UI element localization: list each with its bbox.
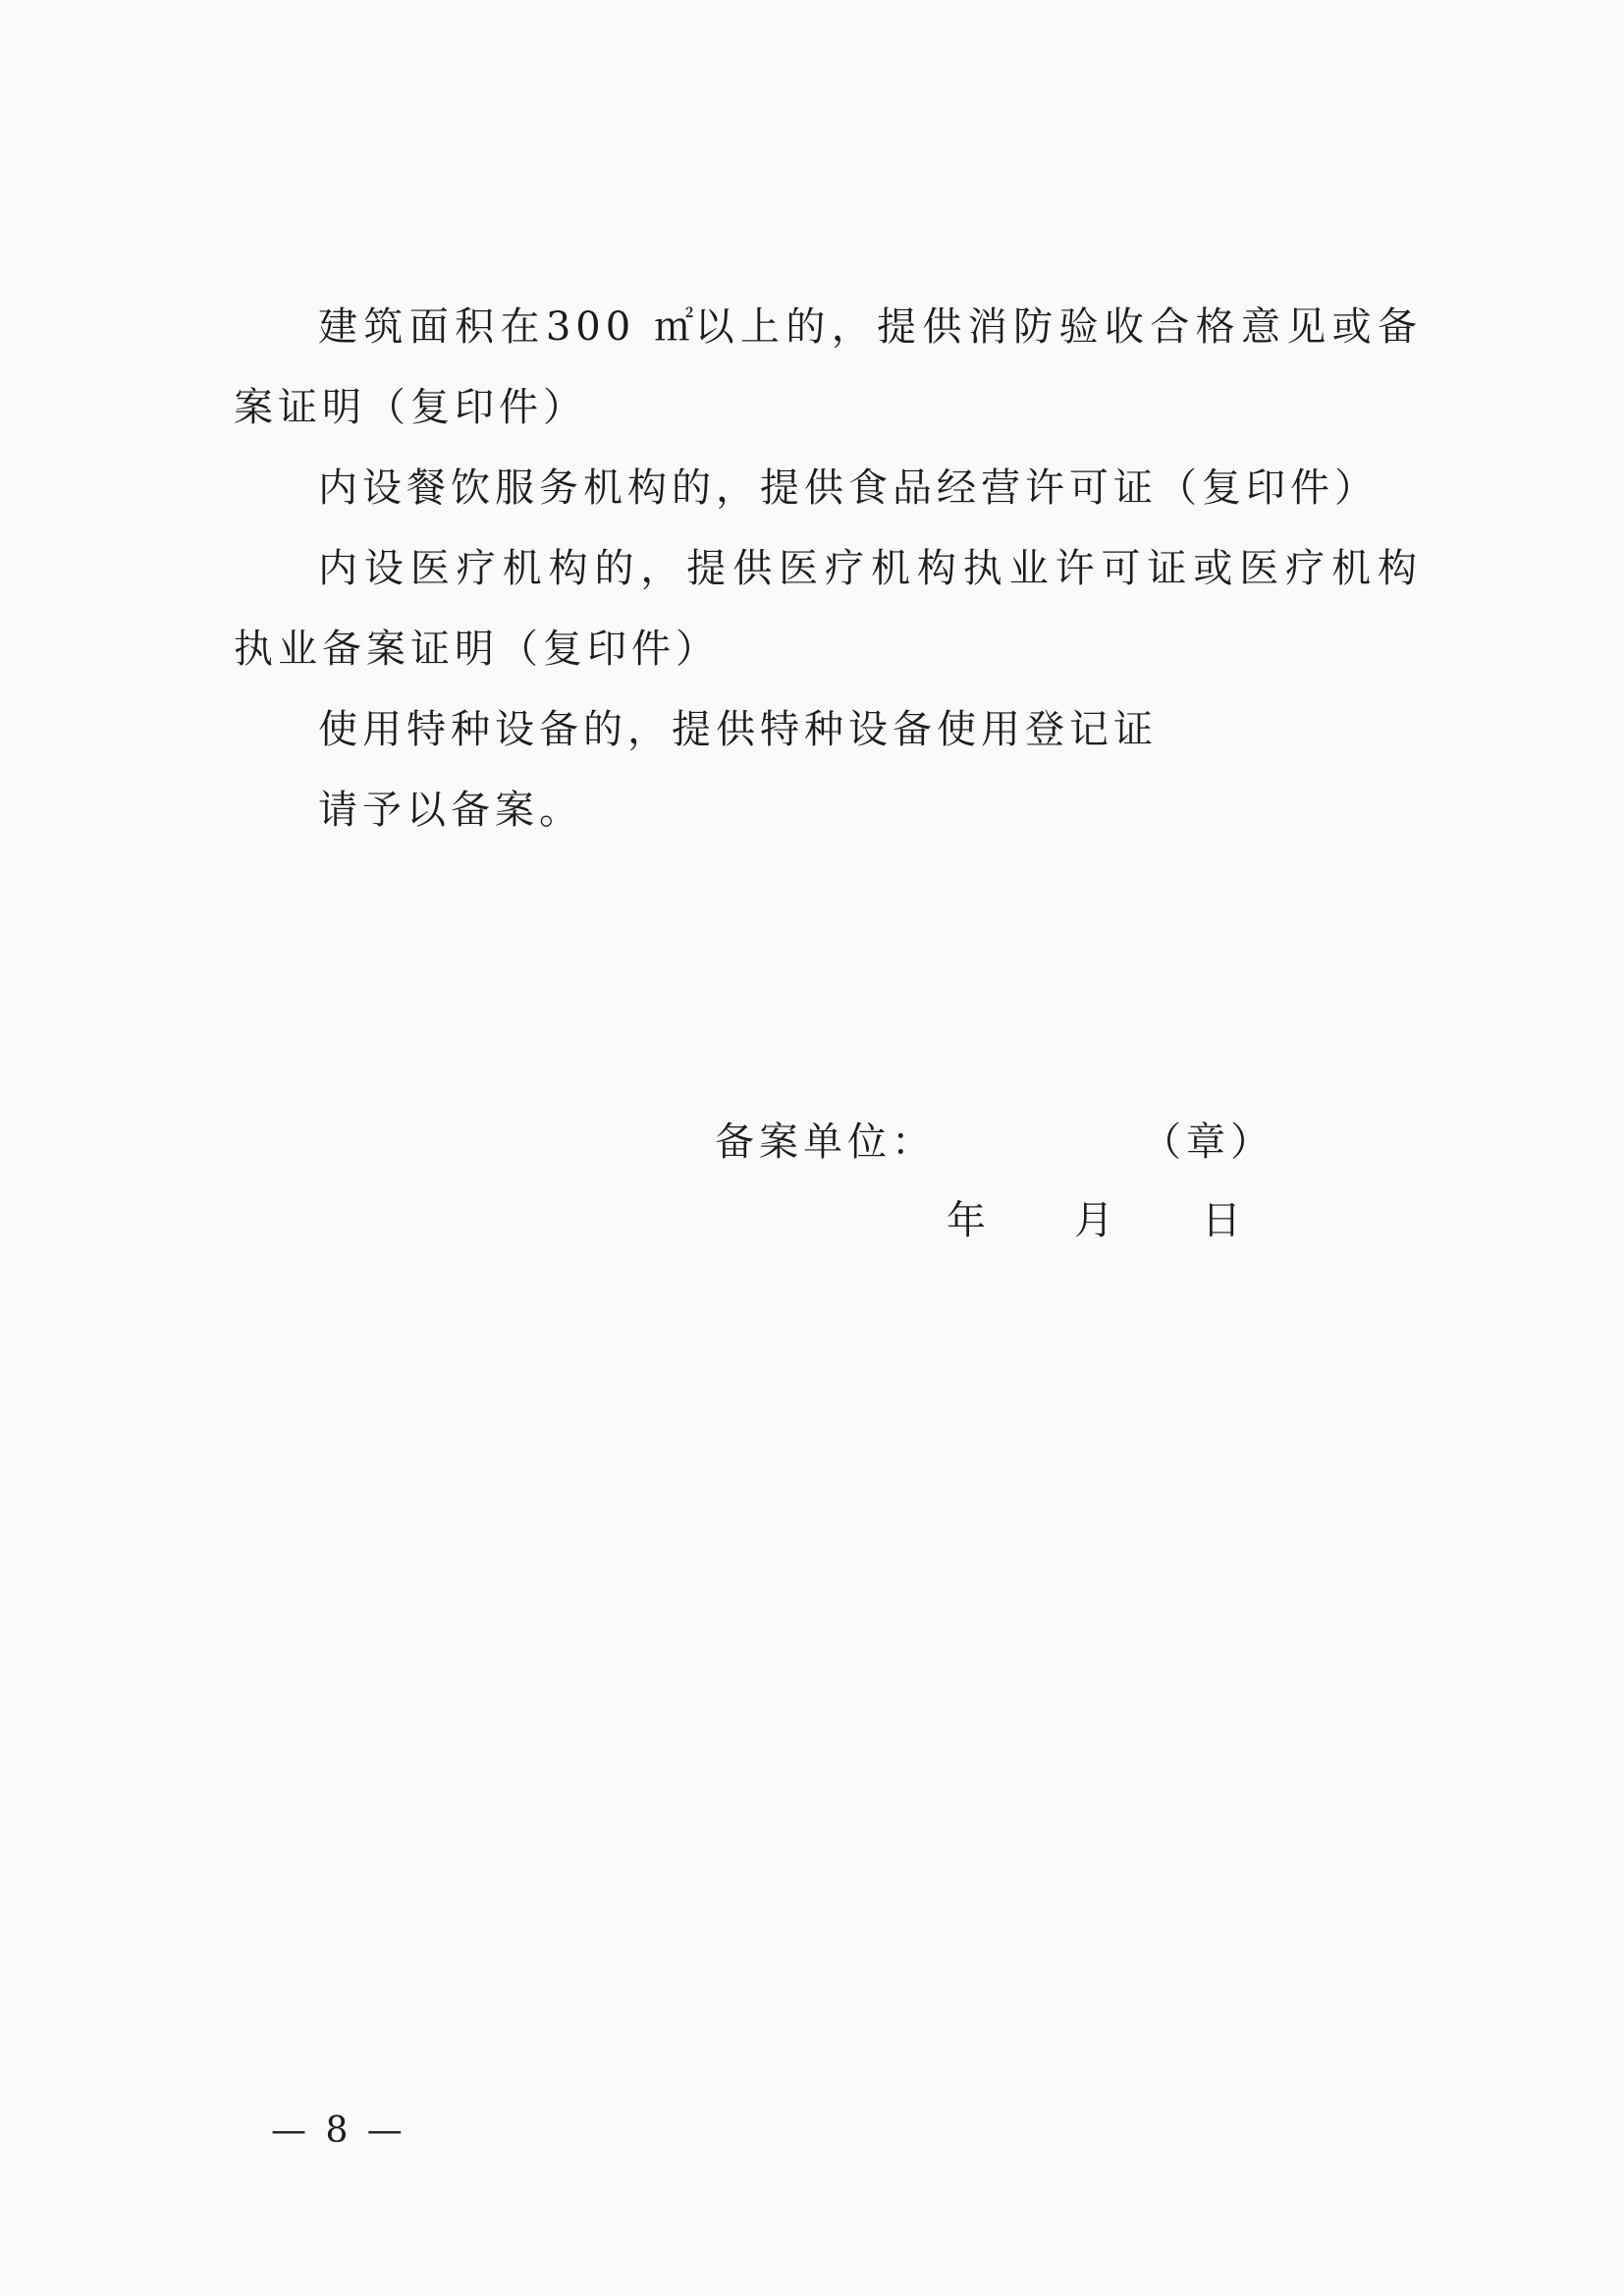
paragraph-fire-acceptance	[234, 287, 1422, 448]
paragraph-medical-license: 内设医疗机构的，提供医疗机构执业许可证或医疗机构执业备案证明（复印件）	[234, 546, 1422, 672]
year-label: 年	[947, 1198, 986, 1243]
month-label: 月	[1074, 1198, 1113, 1243]
area-unit: ㎡	[654, 304, 695, 350]
area-number: 300	[545, 304, 636, 350]
paragraph-text: 建筑面积在	[318, 304, 546, 350]
day-label: 日	[1202, 1198, 1241, 1243]
seal-label: （章）	[1142, 1120, 1274, 1165]
paragraph-food-license: 内设餐饮服务机构的，提供食品经营许可证（复印件）	[318, 465, 1379, 511]
paragraph-request: 请予以备案。	[318, 788, 583, 833]
filing-unit-label: 备案单位：	[715, 1120, 936, 1165]
date-line	[947, 1180, 1241, 1261]
page-number: — 8 —	[271, 2110, 406, 2151]
signature-line	[715, 1102, 1274, 1182]
paragraph-special-equipment: 使用特种设备的，提供特种设备使用登记证	[318, 707, 1158, 752]
paragraph-text: 以上的，提供消防验收合格意见或备案证明（复印件）	[234, 304, 1423, 430]
